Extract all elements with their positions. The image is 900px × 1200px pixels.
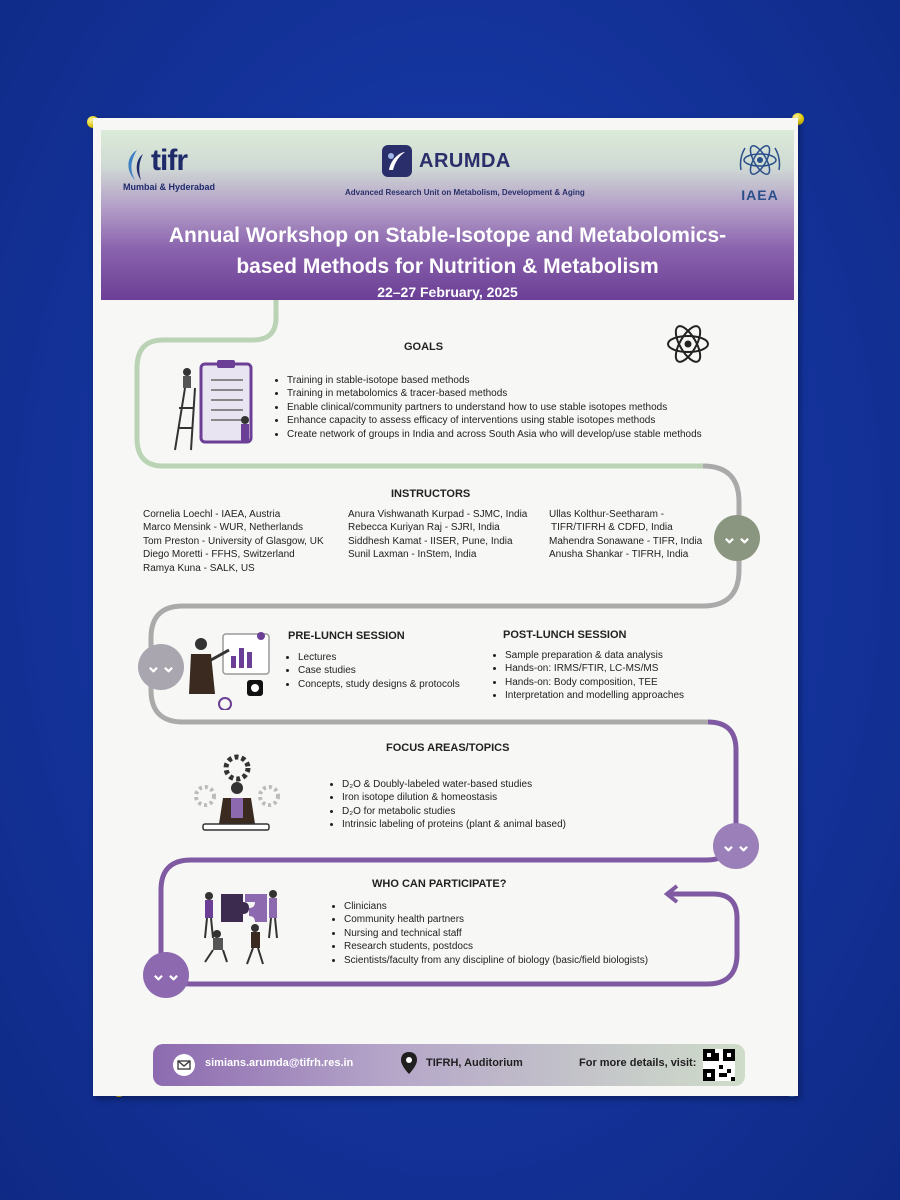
arumda-name: ARUMDA xyxy=(419,150,511,172)
list-item: • Enable clinical/community partners to understand how to use stable isotopes methods xyxy=(287,401,702,414)
title-line-1: Annual Workshop on Stable-Isotope and Metabolomics- xyxy=(168,224,727,247)
list-item: TIFR/TIFRH & CDFD, India xyxy=(551,522,673,534)
team-puzzle-illustration xyxy=(197,886,287,966)
envelope-icon xyxy=(173,1054,195,1076)
list-item: • Intrinsic labeling of proteins (plant & animal based) xyxy=(342,818,566,831)
list-item: • Lectures xyxy=(298,651,460,664)
chevron-down-icon: ⌄⌄ xyxy=(143,952,189,998)
chevron-down-icon: ⌄⌄ xyxy=(713,823,759,869)
list-item: Mahendra Sonawane - TIFR, India xyxy=(549,535,703,547)
goals-heading: GOALS xyxy=(404,341,444,353)
goals-list xyxy=(275,374,702,441)
instructors-col-1 xyxy=(143,508,324,575)
instructors-col-3 xyxy=(549,508,702,562)
poster-footer xyxy=(153,1044,745,1086)
list-item: • Create network of groups in India and across South Asia who will develop/use stable methods xyxy=(287,428,702,441)
chevron-down-icon: ⌄⌄ xyxy=(138,644,184,690)
clipboard-team-illustration xyxy=(171,358,261,453)
list-item: Ramya Kuna - SALK, US xyxy=(143,562,255,574)
post-lunch-heading: POST-LUNCH SESSION xyxy=(503,629,627,641)
list-item: • Case studies xyxy=(298,664,460,677)
list-item: Cornelia Loechl - IAEA, Austria xyxy=(143,509,281,520)
list-item: • Concepts, study designs & protocols xyxy=(298,678,460,691)
list-item: Ullas Kolthur-Seetharam - xyxy=(549,509,665,520)
list-item: Siddhesh Kamat - IISER, Pune, India xyxy=(348,535,513,547)
researcher-gears-illustration xyxy=(191,754,281,836)
list-item: • Clinicians xyxy=(344,900,648,913)
presenter-illustration xyxy=(185,630,275,710)
atom-icon xyxy=(664,320,712,368)
list-item: • Hands-on: Body composition, TEE xyxy=(505,676,684,689)
workshop-dates: 22–27 February, 2025 xyxy=(377,284,518,300)
list-item: • Iron isotope dilution & homeostasis xyxy=(342,791,566,804)
list-item: Sunil Laxman - InStem, India xyxy=(348,549,477,561)
list-item: • Scientists/faculty from any discipline of biology (basic/field biologists) xyxy=(344,954,648,967)
list-item: • D₂O & Doubly-labeled water-based studies xyxy=(342,778,566,791)
arumda-subtitle: Advanced Research Unit on Metabolism, Development & Aging xyxy=(345,188,585,197)
tifr-subtitle: Mumbai & Hyderabad xyxy=(123,182,216,192)
list-item: Anura Vishwanath Kurpad - SJMC, India xyxy=(348,509,528,520)
workshop-poster xyxy=(93,118,798,1096)
focus-list xyxy=(330,778,566,832)
pre-lunch-list xyxy=(286,651,460,691)
focus-heading: FOCUS AREAS/TOPICS xyxy=(386,742,510,754)
qr-code-icon[interactable] xyxy=(703,1049,735,1081)
chevron-down-icon: ⌄⌄ xyxy=(714,515,760,561)
list-item: • Sample preparation & data analysis xyxy=(505,649,684,662)
list-item: • Research students, postdocs xyxy=(344,940,648,953)
list-item: Diego Moretti - FFHS, Switzerland xyxy=(143,549,295,561)
list-item: • Enhance capacity to assess efficacy of interventions using stable isotopes methods xyxy=(287,414,702,427)
iaea-name: IAEA xyxy=(741,187,779,203)
list-item: • Interpretation and modelling approaches xyxy=(505,689,684,702)
list-item: Tom Preston - University of Glasgow, UK xyxy=(143,535,324,547)
list-item: • Hands-on: IRMS/FTIR, LC-MS/MS xyxy=(505,662,684,675)
post-lunch-list xyxy=(493,649,684,703)
list-item: Rebecca Kuriyan Raj - SJRI, India xyxy=(348,522,500,534)
instructors-col-2 xyxy=(348,508,527,562)
list-item: Marco Mensink - WUR, Netherlands xyxy=(143,522,304,534)
contact-email[interactable]: simians.arumda@tifrh.res.in xyxy=(205,1057,354,1069)
location-pin-icon xyxy=(399,1050,419,1076)
instructors-heading: INSTRUCTORS xyxy=(391,488,471,500)
details-label: For more details, visit: xyxy=(579,1057,697,1069)
venue: TIFRH, Auditorium xyxy=(426,1057,523,1069)
list-item: • Training in stable-isotope based methods xyxy=(287,374,702,387)
list-item: • D₂O for metabolic studies xyxy=(342,805,566,818)
pre-lunch-heading: PRE-LUNCH SESSION xyxy=(288,630,405,642)
tifr-name: tifr xyxy=(151,144,187,177)
list-item: • Nursing and technical staff xyxy=(344,927,648,940)
title-line-2: based Methods for Nutrition & Metabolism xyxy=(236,255,659,278)
list-item: • Training in metabolomics & tracer-based methods xyxy=(287,387,702,400)
list-item: • Community health partners xyxy=(344,913,648,926)
participate-list xyxy=(332,900,648,967)
participate-heading: WHO CAN PARTICIPATE? xyxy=(372,878,507,890)
list-item: Anusha Shankar - TIFRH, India xyxy=(549,549,689,561)
